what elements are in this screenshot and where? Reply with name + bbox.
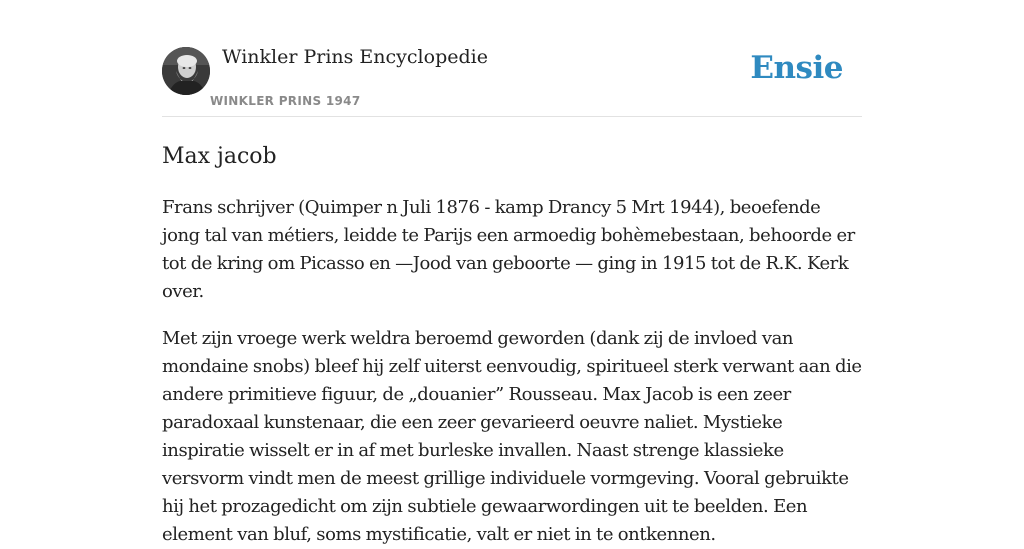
bearded-man-portrait-icon — [162, 47, 210, 95]
source-title[interactable]: Winkler Prins Encyclopedie — [222, 46, 488, 68]
article-paragraph: Met zijn vroege werk weldra beroemd geworden (dank zij de invloed van mondaine snobs) bleef hij zelf uiterst eenvoudig, spiritueel sterk verwant aan die andere primitieve figuur, de „douanier” Rousseau. Max Jacob is een zeer paradoxaal kunstenaar, die een zeer gevarieerd oeuvre naliet. Mystieke inspiratie wisselt er in af met burleske invallen. Naast strenge klassieke versvorm vindt men de meest grillige individuele vormgeving. Vooral gebruikte hij het prozagedicht om zijn subtiele gewaarwordingen uit te beelden. Een element van bluf, soms mystificatie, valt er niet in te ontkennen. — [162, 328, 862, 545]
article-paragraph: Frans schrijver (Quimper n Juli 1876 - kamp Drancy 5 Mrt 1944), beoefende jong tal van métiers, leidde te Parijs een armoedig bohèmebestaan, behoorde er tot de kring om Picasso en —Jood van geboorte — ging in 1915 tot de R.K. Kerk over. — [162, 197, 855, 302]
header — [162, 0, 862, 117]
brand-logo[interactable]: Ensie — [750, 50, 843, 86]
page-container — [162, 0, 862, 549]
source-subtitle[interactable]: WINKLER PRINS 1947 — [210, 94, 361, 108]
article-title: Max jacob — [162, 144, 277, 169]
avatar[interactable] — [162, 47, 210, 95]
